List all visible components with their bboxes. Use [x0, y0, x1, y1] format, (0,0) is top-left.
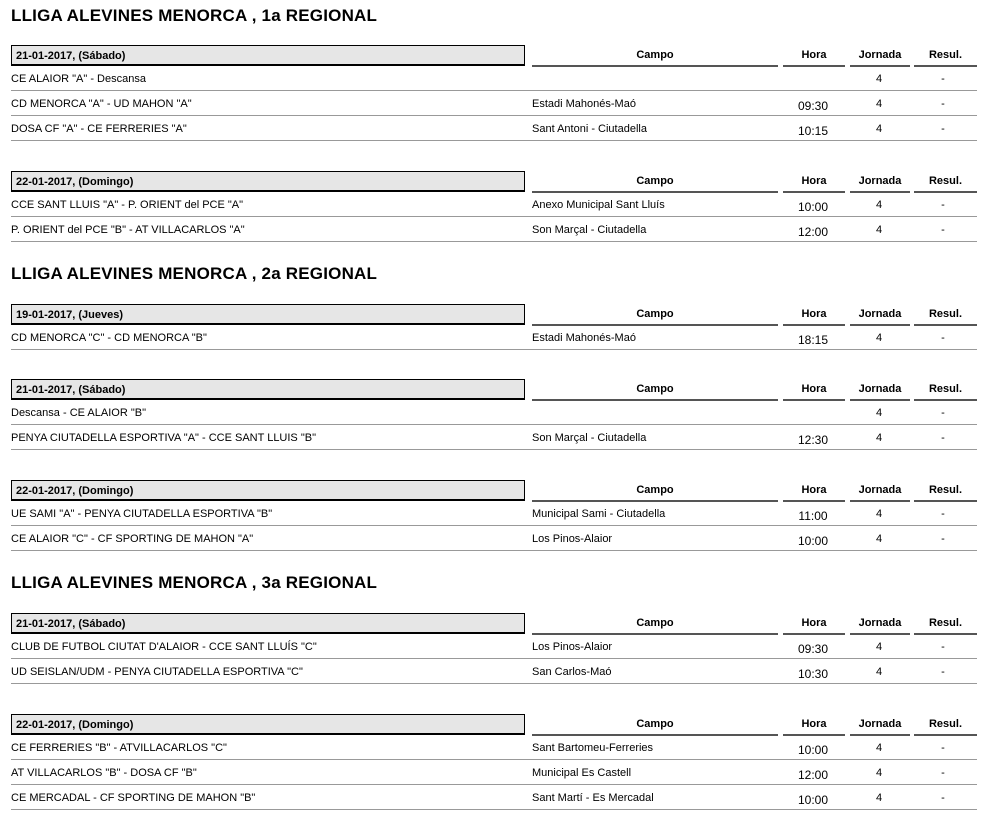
match-teams: DOSA CF "A" - CE FERRERIES "A"	[11, 123, 187, 135]
match-time: 10:00	[797, 743, 829, 757]
date-label: 22-01-2017, (Domingo)	[16, 176, 134, 188]
match-round: 4	[875, 73, 883, 85]
match-round: 4	[875, 742, 883, 754]
match-round: 4	[875, 666, 883, 678]
column-header-campo-label: Campo	[636, 484, 674, 496]
match-venue: Sant Bartomeu-Ferreries	[532, 742, 654, 754]
match-row	[11, 785, 977, 810]
date-header	[11, 171, 525, 192]
column-header-result-label: Resul.	[928, 718, 962, 730]
column-header-result	[914, 382, 977, 401]
date-header	[11, 480, 525, 501]
date-header	[11, 379, 525, 400]
column-header-campo-label: Campo	[636, 383, 674, 395]
column-header-hora-label: Hora	[801, 484, 827, 496]
column-header-hora	[783, 307, 845, 326]
match-teams: P. ORIENT del PCE "B" - AT VILLACARLOS "A"	[11, 224, 245, 236]
league-title: LLIGA ALEVINES MENORCA , 2a REGIONAL	[11, 264, 378, 283]
column-header-hora	[783, 483, 845, 502]
column-header-result-label: Resul.	[928, 617, 962, 629]
column-header-jornada	[850, 307, 910, 326]
match-row	[11, 66, 977, 91]
match-row	[11, 659, 977, 684]
column-header-result	[914, 717, 977, 736]
column-header-campo-label: Campo	[636, 49, 674, 61]
match-result: -	[941, 199, 945, 211]
match-result: -	[941, 123, 945, 135]
match-time: 12:00	[797, 768, 829, 782]
column-header-jornada	[850, 616, 910, 635]
match-row	[11, 735, 977, 760]
match-teams: AT VILLACARLOS "B" - DOSA CF "B"	[11, 767, 197, 779]
column-header-campo	[532, 616, 778, 635]
match-teams: CD MENORCA "C" - CD MENORCA "B"	[11, 332, 207, 344]
column-header-jornada-label: Jornada	[858, 484, 902, 496]
match-teams: CCE SANT LLUIS "A" - P. ORIENT del PCE "A"	[11, 199, 244, 211]
match-round: 4	[875, 224, 883, 236]
match-venue: Sant Antoni - Ciutadella	[532, 123, 647, 135]
column-header-jornada-label: Jornada	[858, 308, 902, 320]
date-label: 21-01-2017, (Sábado)	[16, 618, 126, 630]
match-time: 10:00	[797, 534, 829, 548]
date-label: 19-01-2017, (Jueves)	[16, 309, 124, 321]
column-header-jornada	[850, 483, 910, 502]
column-header-hora	[783, 382, 845, 401]
date-label: 21-01-2017, (Sábado)	[16, 384, 126, 396]
match-time: 12:00	[797, 225, 829, 239]
column-header-hora	[783, 174, 845, 193]
match-round: 4	[875, 641, 883, 653]
column-header-hora-label: Hora	[801, 383, 827, 395]
column-header-campo	[532, 717, 778, 736]
match-result: -	[941, 98, 945, 110]
column-header-campo-label: Campo	[636, 718, 674, 730]
match-venue: Sant Martí - Es Mercadal	[532, 792, 654, 804]
date-label: 22-01-2017, (Domingo)	[16, 719, 134, 731]
match-time: 09:30	[797, 99, 829, 113]
match-round: 4	[875, 199, 883, 211]
match-time: 10:00	[797, 200, 829, 214]
column-header-jornada	[850, 174, 910, 193]
column-header-campo	[532, 382, 778, 401]
column-header-result	[914, 307, 977, 326]
match-round: 4	[875, 432, 883, 444]
column-header-hora	[783, 717, 845, 736]
column-header-result	[914, 616, 977, 635]
match-venue: Los Pinos-Alaior	[532, 641, 613, 653]
column-header-hora-label: Hora	[801, 718, 827, 730]
league-title: LLIGA ALEVINES MENORCA , 1a REGIONAL	[11, 6, 378, 25]
match-round: 4	[875, 123, 883, 135]
match-row	[11, 425, 977, 450]
match-row	[11, 217, 977, 242]
column-header-jornada	[850, 382, 910, 401]
match-row	[11, 400, 977, 425]
match-round: 4	[875, 407, 883, 419]
match-teams: CLUB DE FUTBOL CIUTAT D'ALAIOR - CCE SANT LLUÍS "C"	[11, 641, 317, 653]
column-header-campo	[532, 174, 778, 193]
match-teams: CD MENORCA "A" - UD MAHON "A"	[11, 98, 192, 110]
column-header-campo-label: Campo	[636, 308, 674, 320]
match-row	[11, 192, 977, 217]
match-row	[11, 526, 977, 551]
match-result: -	[941, 508, 945, 520]
match-result: -	[941, 407, 945, 419]
match-venue: Estadi Mahonés-Maó	[532, 98, 636, 110]
match-row	[11, 91, 977, 116]
match-time: 10:15	[797, 124, 829, 138]
column-header-hora-label: Hora	[801, 308, 827, 320]
match-time: 09:30	[797, 642, 829, 656]
column-header-hora	[783, 48, 845, 67]
column-header-hora	[783, 616, 845, 635]
column-header-jornada-label: Jornada	[858, 718, 902, 730]
match-result: -	[941, 742, 945, 754]
column-header-result-label: Resul.	[928, 49, 962, 61]
match-time: 18:15	[797, 333, 829, 347]
date-header	[11, 714, 525, 735]
match-result: -	[941, 792, 945, 804]
match-venue: Son Marçal - Ciutadella	[532, 224, 647, 236]
match-result: -	[941, 432, 945, 444]
match-teams: CE ALAIOR "A" - Descansa	[11, 73, 146, 85]
match-time: 11:00	[798, 509, 828, 523]
column-header-hora-label: Hora	[801, 175, 827, 187]
match-venue: Son Marçal - Ciutadella	[532, 432, 647, 444]
match-teams: Descansa - CE ALAIOR "B"	[11, 407, 146, 419]
match-round: 4	[875, 792, 883, 804]
match-venue: Estadi Mahonés-Maó	[532, 332, 636, 344]
match-result: -	[941, 73, 945, 85]
match-teams: UE SAMI "A" - PENYA CIUTADELLA ESPORTIVA "B"	[11, 508, 273, 520]
column-header-jornada-label: Jornada	[858, 617, 902, 629]
column-header-jornada-label: Jornada	[858, 49, 902, 61]
column-header-jornada	[850, 717, 910, 736]
column-header-result-label: Resul.	[928, 484, 962, 496]
match-time: 12:30	[797, 433, 829, 447]
match-teams: UD SEISLAN/UDM - PENYA CIUTADELLA ESPORTIVA "C"	[11, 666, 303, 678]
match-row	[11, 325, 977, 350]
match-result: -	[941, 767, 945, 779]
column-header-campo	[532, 307, 778, 326]
match-time: 10:30	[797, 667, 829, 681]
match-row	[11, 501, 977, 526]
match-teams: CE FERRERIES "B" - ATVILLACARLOS "C"	[11, 742, 227, 754]
match-result: -	[941, 641, 945, 653]
match-row	[11, 116, 977, 141]
date-header	[11, 304, 525, 325]
column-header-result	[914, 174, 977, 193]
date-header	[11, 613, 525, 634]
match-venue: Los Pinos-Alaior	[532, 533, 613, 545]
column-header-campo-label: Campo	[636, 175, 674, 187]
match-teams: PENYA CIUTADELLA ESPORTIVA "A" - CCE SANT LLUIS "B"	[11, 432, 316, 444]
league-title: LLIGA ALEVINES MENORCA , 3a REGIONAL	[11, 573, 378, 592]
match-round: 4	[875, 332, 883, 344]
match-teams: CE MERCADAL - CF SPORTING DE MAHON "B"	[11, 792, 256, 804]
match-time: 10:00	[797, 793, 829, 807]
match-result: -	[941, 533, 945, 545]
match-round: 4	[875, 533, 883, 545]
match-result: -	[941, 332, 945, 344]
match-row	[11, 760, 977, 785]
match-result: -	[941, 666, 945, 678]
column-header-jornada-label: Jornada	[858, 175, 902, 187]
match-round: 4	[875, 98, 883, 110]
column-header-result-label: Resul.	[928, 308, 962, 320]
column-header-result-label: Resul.	[928, 383, 962, 395]
match-result: -	[941, 224, 945, 236]
match-teams: CE ALAIOR "C" - CF SPORTING DE MAHON "A"	[11, 533, 254, 545]
column-header-hora-label: Hora	[801, 617, 827, 629]
column-header-campo	[532, 48, 778, 67]
match-row	[11, 634, 977, 659]
column-header-result	[914, 48, 977, 67]
column-header-result-label: Resul.	[928, 175, 962, 187]
match-round: 4	[875, 508, 883, 520]
column-header-hora-label: Hora	[801, 49, 827, 61]
date-label: 21-01-2017, (Sábado)	[16, 50, 126, 62]
column-header-campo	[532, 483, 778, 502]
column-header-result	[914, 483, 977, 502]
date-label: 22-01-2017, (Domingo)	[16, 485, 134, 497]
column-header-jornada	[850, 48, 910, 67]
match-venue: Municipal Sami - Ciutadella	[532, 508, 666, 520]
column-header-jornada-label: Jornada	[858, 383, 902, 395]
match-venue: San Carlos-Maó	[532, 666, 612, 678]
match-venue: Anexo Municipal Sant Lluís	[532, 199, 665, 211]
date-header	[11, 45, 525, 66]
column-header-campo-label: Campo	[636, 617, 674, 629]
match-venue: Municipal Es Castell	[532, 767, 632, 779]
match-round: 4	[875, 767, 883, 779]
